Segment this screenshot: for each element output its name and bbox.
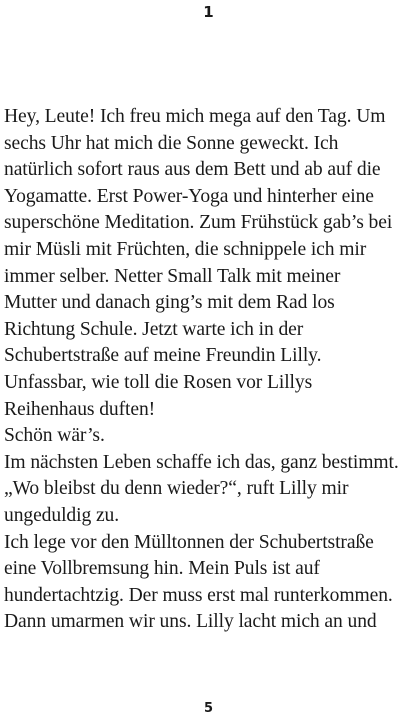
text-line: Reihenhaus duften! — [4, 398, 156, 420]
text-line: Dann umarmen wir uns. Lilly lacht mich an und — [4, 611, 377, 633]
text-line: „Wo bleibst du denn wieder?“, ruft Lilly mir — [4, 478, 349, 500]
text-line: Hey, Leute! Ich freu mich mega auf den Tag. Um — [4, 106, 386, 127]
text-line: sechs Uhr hat mich die Sonne geweckt. Ich — [4, 132, 339, 154]
text-line: eine Vollbremsung hin. Mein Puls ist auf — [4, 558, 320, 580]
text-line: superschöne Meditation. Zum Frühstück gab’s bei — [4, 212, 393, 234]
text-line: mir Müsli mit Früchten, die schnippele ich mir — [4, 238, 367, 260]
text-line: Richtung Schule. Jetzt warte ich in der — [4, 318, 304, 340]
page-number: 5 — [203, 701, 214, 716]
chapter-number: 1 — [203, 3, 214, 21]
text-line: Unfassbar, wie toll die Rosen vor Lillys — [4, 371, 313, 393]
text-line: Schubertstraße auf meine Freundin Lilly. — [4, 345, 322, 367]
text-line: immer selber. Netter Small Talk mit meiner — [4, 265, 341, 287]
text-line: Yogamatte. Erst Power-Yoga und hinterher eine — [4, 185, 374, 207]
text-line: Mutter und danach ging’s mit dem Rad los — [4, 292, 335, 314]
text-line: Ich lege vor den Mülltonnen der Schubertstraße — [4, 531, 374, 553]
text-line: Schön wär’s. — [4, 425, 105, 447]
text-line: Im nächsten Leben schaffe ich das, ganz bestimmt. — [4, 451, 399, 473]
text-line: hundertachtzig. Der muss erst mal runterkommen. — [4, 584, 393, 606]
text-line: ungeduldig zu. — [4, 504, 120, 526]
text-line: natürlich sofort raus aus dem Bett und ab auf die — [4, 159, 381, 181]
body-text — [4, 104, 416, 636]
